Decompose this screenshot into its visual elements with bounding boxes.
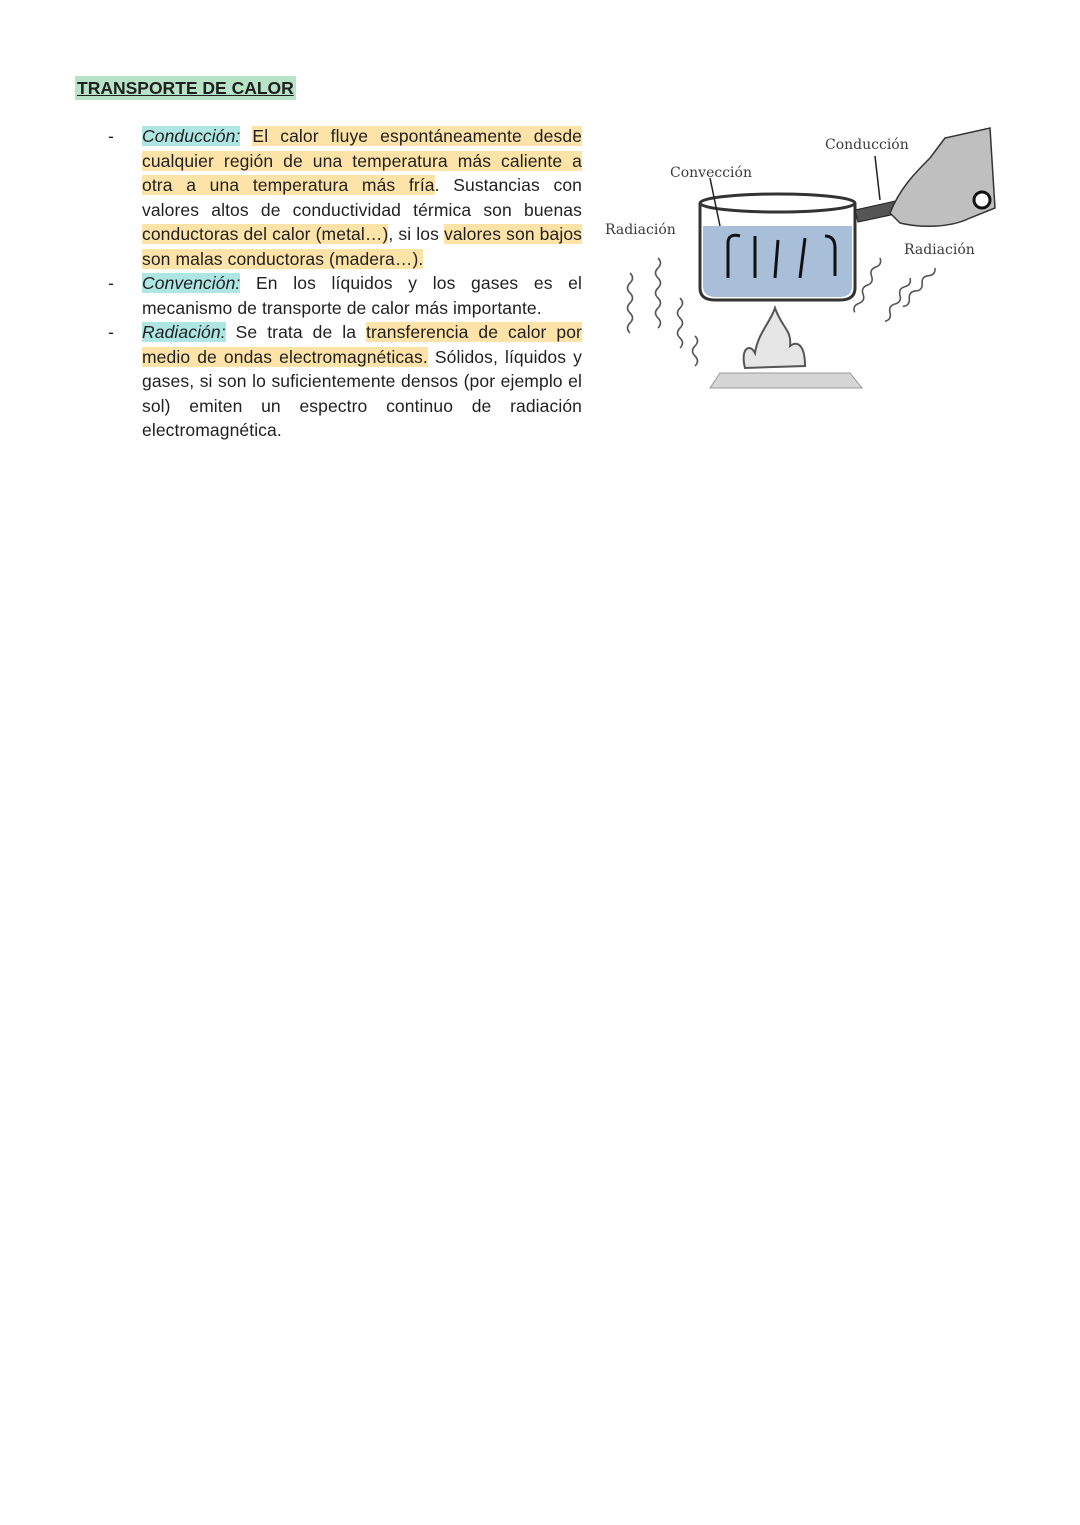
list-bullet: -: [108, 273, 114, 293]
term-radiation: Radiación:: [142, 322, 226, 342]
list-item-conduction: [100, 124, 582, 271]
label-convection: Convección: [670, 165, 752, 181]
heat-transport-list: [100, 124, 582, 443]
highlight-run: valores son bajos son malas conductoras (madera…).: [142, 224, 583, 269]
conduction-pointer: [875, 156, 880, 200]
burner-grate: [710, 373, 862, 388]
list-bullet: -: [108, 322, 114, 342]
section-title: TRANSPORTE DE CALOR: [77, 78, 294, 98]
list-item-radiation: [100, 320, 582, 443]
flame-icon: [744, 308, 805, 368]
handle-ring: [974, 192, 990, 208]
text-run: Sólidos, líquidos y gases, si son lo suficientemente densos (por ejemplo el sol) emiten un espectro continuo de radiación electromagnética.: [142, 346, 582, 440]
radiation-waves-right: [852, 257, 937, 323]
highlight-run: transferencia de calor por medio de ondas electromagnéticas.: [142, 322, 582, 367]
list-item-convection: [100, 271, 582, 320]
label-conduction: Conducción: [825, 137, 909, 153]
term-convection: Convención:: [142, 273, 241, 293]
text-run: . Sustancias con valores altos de conductividad térmica son buenas: [142, 175, 582, 220]
term-conduction: Conducción:: [142, 126, 241, 146]
item-text: [142, 320, 582, 443]
heat-transfer-illustration: [600, 118, 1000, 403]
item-text: [142, 124, 582, 271]
item-text: [142, 271, 582, 320]
text-run: En los líquidos y los gases es el mecanismo de transporte de calor más importante.: [142, 273, 582, 318]
text-run: , si los: [388, 224, 444, 244]
label-radiation-left: Radiación: [605, 222, 676, 238]
list-bullet: -: [108, 126, 114, 146]
radiation-waves-left: [628, 258, 698, 366]
text-run: Se trata de la: [225, 322, 367, 342]
highlight-run: conductoras del calor (metal…): [142, 224, 389, 244]
highlight-run: El calor fluye espontáneamente desde cualquier región de una temperatura más caliente a otra a una temperatura más fría: [142, 126, 582, 195]
text-run: [240, 126, 252, 146]
label-radiation-right: Radiación: [904, 242, 975, 258]
